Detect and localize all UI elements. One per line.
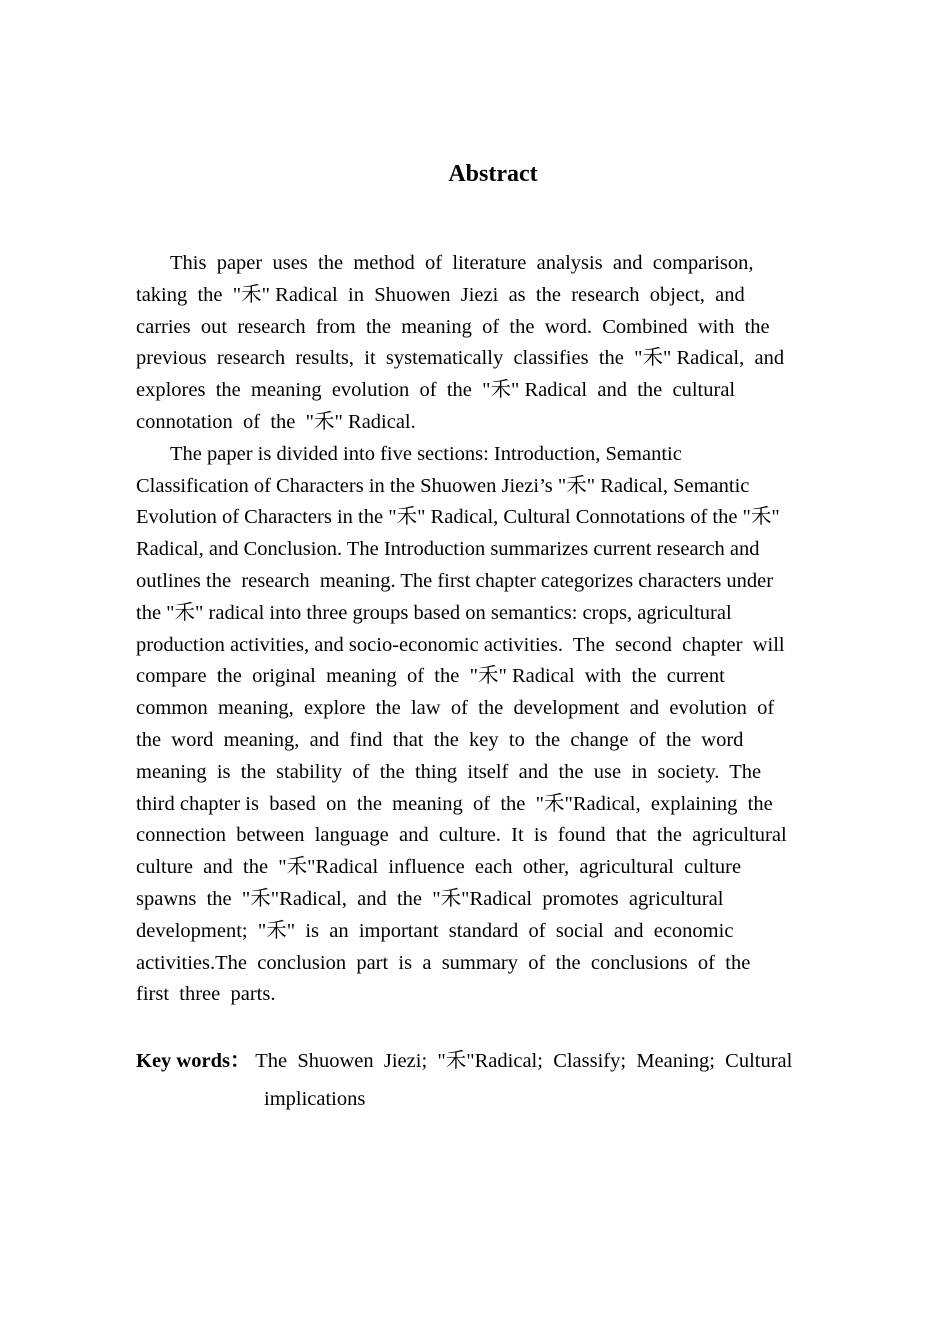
keywords-text: The Shuowen Jiezi; "禾"Radical; Classify; Meaning; Cultural: [250, 1050, 793, 1072]
text-line: third chapter is based on the meaning of the "禾"Radical, explaining the: [136, 792, 773, 815]
text-line: previous research results, it systematically classifies the "禾" Radical, and: [136, 347, 785, 370]
text-line: culture and the "禾"Radical influence each other, agricultural culture: [136, 856, 742, 879]
text-line: carries out research from the meaning of the word. Combined with the: [136, 315, 770, 338]
text-line: Classification of Characters in the Shuowen Jiezi’s "禾" Radical, Semantic: [136, 474, 750, 497]
text-line: development; "禾" is an important standard of social and economic: [136, 919, 734, 942]
keywords-text-continuation: implications: [264, 1088, 366, 1110]
text-line: common meaning, explore the law of the development and evolution of: [136, 697, 775, 720]
keywords-section: [136, 1042, 856, 1118]
text-line: connotation of the "禾" Radical.: [136, 410, 416, 433]
text-line: the "禾" radical into three groups based on semantics: crops, agricultural: [136, 601, 732, 624]
text-line: first three parts.: [136, 983, 276, 1006]
text-line: This paper uses the method of literature analysis and comparison,: [170, 252, 754, 274]
text-line: connection between language and culture. It is found that the agricultural: [136, 824, 787, 847]
text-line: compare the original meaning of the "禾" Radical with the current: [136, 665, 725, 688]
text-line: Evolution of Characters in the "禾" Radical, Cultural Connotations of the "禾": [136, 506, 780, 529]
text-line: spawns the "禾"Radical, and the "禾"Radical promotes agricultural: [136, 887, 724, 910]
page-title: Abstract: [448, 161, 538, 187]
text-line: Radical, and Conclusion. The Introduction summarizes current research and: [136, 538, 760, 561]
text-line: the word meaning, and find that the key to the change of the word: [136, 728, 744, 751]
text-line: meaning is the stability of the thing itself and the use in society. The: [136, 760, 762, 783]
keywords-label: Key words：: [136, 1050, 251, 1072]
abstract-paragraph-2: [136, 439, 844, 1011]
text-line: activities.The conclusion part is a summary of the conclusions of the: [136, 951, 751, 974]
text-line: production activities, and socio-economic activities. The second chapter will: [136, 633, 785, 656]
text-line: explores the meaning evolution of the "禾" Radical and the cultural: [136, 379, 736, 402]
text-line: taking the "禾" Radical in Shuowen Jiezi as the research object, and: [136, 283, 745, 306]
text-line: The paper is divided into five sections: Introduction, Semantic: [170, 442, 682, 465]
text-line: outlines the research meaning. The first chapter categorizes characters under: [136, 569, 774, 592]
abstract-body: [136, 248, 844, 1011]
abstract-paragraph-1: [136, 248, 844, 439]
